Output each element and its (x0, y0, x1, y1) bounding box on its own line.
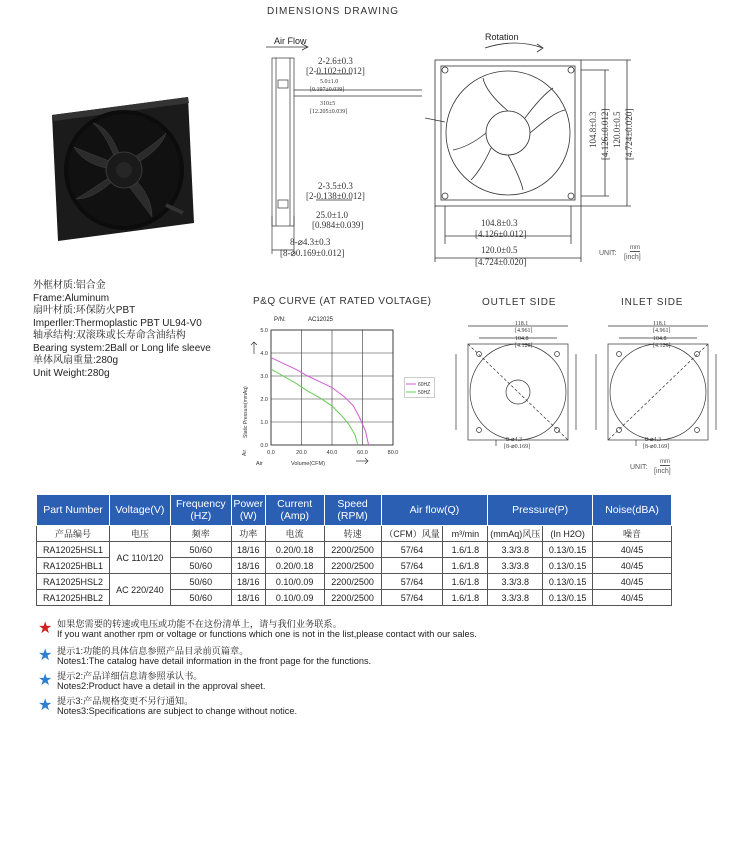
inlet-dim-1: 118.1 (653, 321, 667, 327)
rotation-label: Rotation (485, 32, 519, 42)
inlet-unit-inch: [inch] (654, 468, 671, 475)
cell-noise: 40/45 (593, 558, 672, 574)
pq-y-tick: 2.0 (260, 397, 268, 403)
cell-power: 18/16 (231, 590, 265, 606)
cell-frequency: 50/60 (170, 542, 231, 558)
pn-label: P/N: (274, 317, 286, 323)
dim-cable-mm: 310±5 (320, 101, 336, 107)
cell-noise: 40/45 (593, 542, 672, 558)
th-part-number: Part Number (37, 495, 110, 526)
pq-y-tick: 0.0 (260, 443, 268, 449)
th-pressure: Pressure(P) (488, 495, 593, 526)
cell-inh2o: 0.13/0.15 (543, 590, 593, 606)
inlet-dim-5: 8-⌀4.3 (645, 437, 662, 443)
spec-table (36, 494, 672, 606)
legend-50hz: 50HZ (418, 390, 431, 396)
note-en: Notes2:Product have a detail in the approval sheet. (57, 681, 266, 691)
outlet-dim-1: 118.1 (515, 321, 529, 327)
pq-x-tick: 40.0 (326, 450, 338, 456)
front-view-drawing (425, 30, 645, 270)
dim-depth-inch: [0.984±0.039] (312, 220, 364, 230)
unit-inch: [inch] (624, 254, 641, 261)
sub-current: 电流 (265, 526, 324, 542)
th-voltage: Voltage(V) (109, 495, 170, 526)
cell-cfm: 57/64 (381, 558, 443, 574)
outlet-title: OUTLET SIDE (482, 297, 557, 308)
cell-speed: 2200/2500 (324, 542, 381, 558)
spec-line: 轴承结构:双滚珠或长寿命含油结构 (33, 330, 186, 341)
spec-line: Imperller:Thermoplastic PBT UL94-V0 (33, 317, 202, 329)
cell-frequency: 50/60 (170, 558, 231, 574)
note-en: Notes3:Specifications are subject to change without notice. (57, 706, 298, 716)
note-en: If you want another rpm or voltage or functions which one is not in the list,please contact with our sales. (57, 629, 477, 639)
table-subheader-row (37, 526, 672, 542)
dim-hole2-inch: [2-0.138±0.012] (306, 191, 365, 201)
dim-hole2-mm: 2-3.5±0.3 (318, 181, 353, 191)
sub-power: 功率 (231, 526, 265, 542)
cell-inh2o: 0.13/0.15 (543, 574, 593, 590)
star-icon: ★ (38, 672, 53, 689)
note-item (38, 646, 678, 671)
note-cn: 如果您需要的转速或电压或功能不在这份清单上，请与我们业务联系。 (57, 619, 342, 629)
cell-part: RA12025HSL2 (37, 574, 110, 590)
th-noise: Noise(dBA) (593, 495, 672, 526)
spec-line: 单体风扇重量:280g (33, 355, 119, 366)
cell-inh2o: 0.13/0.15 (543, 558, 593, 574)
cell-m3min: 1.6/1.8 (443, 574, 488, 590)
cell-speed: 2200/2500 (324, 590, 381, 606)
cell-frequency: 50/60 (170, 590, 231, 606)
th-airflow: Air flow(Q) (381, 495, 488, 526)
sub-airflow-cfm: （CFM）风量 (381, 526, 443, 542)
spec-line: Unit Weight:280g (33, 367, 110, 379)
cell-current: 0.10/0.09 (265, 590, 324, 606)
dim-mount-mm: 8-⌀4.3±0.3 (290, 237, 331, 247)
dim-frame-inch: [4.724±0.020] (475, 257, 527, 267)
pq-series-60hz (271, 358, 369, 445)
cell-power: 18/16 (231, 574, 265, 590)
spec-line: Frame:Aluminum (33, 292, 110, 304)
spec-line: Bearing system:2Ball or Long life sleeve (33, 342, 211, 354)
sub-airflow-m3: m³/min (443, 526, 488, 542)
pq-y-tick: 1.0 (260, 420, 268, 426)
dim-vert-pitch-inch: [4.126±0.012] (600, 108, 610, 160)
cell-voltage: AC 220/240 (109, 574, 170, 606)
cell-current: 0.10/0.09 (265, 574, 324, 590)
fan-photo (48, 95, 196, 243)
outlet-dim-4: [4.126] (515, 343, 533, 349)
outlet-dim-2: [4.961] (515, 328, 533, 334)
unit-label: UNIT: (599, 250, 617, 257)
pq-x-tick: 80.0 (387, 450, 399, 456)
cell-power: 18/16 (231, 542, 265, 558)
dim-lead-mm: 5.0±1.0 (320, 79, 339, 85)
cell-mmaq: 3.3/3.8 (488, 558, 543, 574)
dim-vert-frame-mm: 120.0±0.5 (612, 111, 622, 148)
dimensions-title: DIMENSIONS DRAWING (267, 6, 400, 17)
cell-current: 0.20/0.18 (265, 542, 324, 558)
sub-pressure-inh2o: (In H2O) (543, 526, 593, 542)
note-cn: 提示1:功能的具体信息参照产品目录前页篇章。 (57, 646, 249, 656)
note-item (38, 696, 678, 721)
cell-m3min: 1.6/1.8 (443, 558, 488, 574)
dim-vert-pitch-mm: 104.8±0.3 (588, 111, 598, 148)
pq-y-side: Air (242, 449, 248, 456)
cell-noise: 40/45 (593, 574, 672, 590)
pn-value: AC12025 (308, 317, 334, 323)
dim-cable-inch: [12.205±0.039] (310, 109, 348, 115)
cell-part: RA12025HBL2 (37, 590, 110, 606)
pq-y-tick: 5.0 (260, 328, 268, 334)
pq-x-side: Air (256, 461, 263, 467)
star-icon: ★ (38, 697, 53, 714)
cell-voltage: AC 110/120 (109, 542, 170, 574)
inlet-dim-2: [4.961] (653, 328, 671, 334)
sub-pressure-mmaq: (mmAq)风压 (488, 526, 543, 542)
inlet-unit-mm: mm (660, 459, 670, 465)
th-frequency: Frequency (HZ) (170, 495, 231, 526)
dim-depth-mm: 25.0±1.0 (316, 210, 348, 220)
outlet-dim-3: 104.8 (515, 336, 529, 342)
note-cn: 提示2:产品详细信息请参照承认书。 (57, 671, 203, 681)
note-item (38, 619, 678, 646)
star-icon: ★ (38, 647, 53, 664)
th-speed: Speed (RPM) (324, 495, 381, 526)
cell-speed: 2200/2500 (324, 574, 381, 590)
inlet-dim-3: 104.8 (653, 336, 667, 342)
star-icon: ★ (38, 620, 53, 637)
table-header-row (37, 495, 672, 526)
sub-speed: 转速 (324, 526, 381, 542)
cell-m3min: 1.6/1.8 (443, 542, 488, 558)
cell-speed: 2200/2500 (324, 558, 381, 574)
pq-y-tick: 3.0 (260, 374, 268, 380)
cell-cfm: 57/64 (381, 574, 443, 590)
cell-part: RA12025HSL1 (37, 542, 110, 558)
pq-legend (404, 377, 444, 399)
th-current: Current (Amp) (265, 495, 324, 526)
cell-noise: 40/45 (593, 590, 672, 606)
pq-x-tick: 60.0 (357, 450, 368, 456)
dim-frame-mm: 120.0±0.5 (481, 245, 518, 255)
sub-part-number: 产品编号 (37, 526, 110, 542)
dim-lead-inch: [0.197±0.039] (310, 87, 345, 93)
cell-m3min: 1.6/1.8 (443, 590, 488, 606)
spec-list (33, 280, 211, 380)
spec-line: 扇叶材质:环保防火PBT (33, 305, 136, 316)
dim-hole-pitch-inch: [4.126±0.012] (475, 229, 527, 239)
pq-series-50hz (271, 369, 358, 445)
inlet-title: INLET SIDE (621, 297, 684, 308)
note-en: Notes1:The catalog have detail information in the front page for the functions. (57, 656, 372, 666)
pq-y-tick: 4.0 (260, 351, 268, 357)
pq-xlabel: Volume(CFM) (291, 461, 325, 467)
cell-cfm: 57/64 (381, 590, 443, 606)
legend-60hz: 60HZ (418, 382, 431, 388)
sub-noise: 噪音 (593, 526, 672, 542)
table-row (37, 574, 672, 590)
note-cn: 提示3:产品规格变更不另行通知。 (57, 696, 194, 706)
cell-power: 18/16 (231, 558, 265, 574)
note-item (38, 671, 678, 696)
pq-x-tick: 0.0 (267, 450, 275, 456)
cell-frequency: 50/60 (170, 574, 231, 590)
cell-cfm: 57/64 (381, 542, 443, 558)
sub-voltage: 电压 (109, 526, 170, 542)
pq-title: P&Q CURVE (AT RATED VOLTAGE) (253, 296, 432, 307)
unit-mm: mm (630, 245, 640, 251)
cell-current: 0.20/0.18 (265, 558, 324, 574)
inlet-dim-4: [4.126] (653, 343, 671, 349)
cell-inh2o: 0.13/0.15 (543, 542, 593, 558)
th-power: Power (W) (231, 495, 265, 526)
dim-hole-mm: 2-2.6±0.3 (318, 56, 353, 66)
inlet-dim-6: [8-⌀0.169] (643, 444, 670, 450)
spec-line: 外框材质:铝合金 (33, 280, 106, 291)
dim-hole-inch: [2-0.102±0.012] (306, 66, 365, 76)
sub-frequency: 频率 (170, 526, 231, 542)
pq-x-tick: 20.0 (296, 450, 307, 456)
inlet-unit-label: UNIT: (630, 464, 648, 471)
pq-ylabel: Static Pressure(mmAq) (243, 386, 249, 438)
cell-part: RA12025HBL1 (37, 558, 110, 574)
cell-mmaq: 3.3/3.8 (488, 590, 543, 606)
outlet-dim-5: 8-⌀4.3 (506, 437, 523, 443)
pq-chart (238, 320, 408, 475)
notes-section (38, 619, 678, 721)
dim-hole-pitch-mm: 104.8±0.3 (481, 218, 518, 228)
cell-mmaq: 3.3/3.8 (488, 542, 543, 558)
outlet-dim-6: [8-⌀0.169] (504, 444, 531, 450)
dim-mount-inch: [8-⌀0.169±0.012] (280, 248, 345, 258)
dim-vert-frame-inch: [4.724±0.020] (624, 108, 634, 160)
cell-mmaq: 3.3/3.8 (488, 574, 543, 590)
table-row (37, 542, 672, 558)
airflow-label: Air Flow (274, 36, 307, 46)
